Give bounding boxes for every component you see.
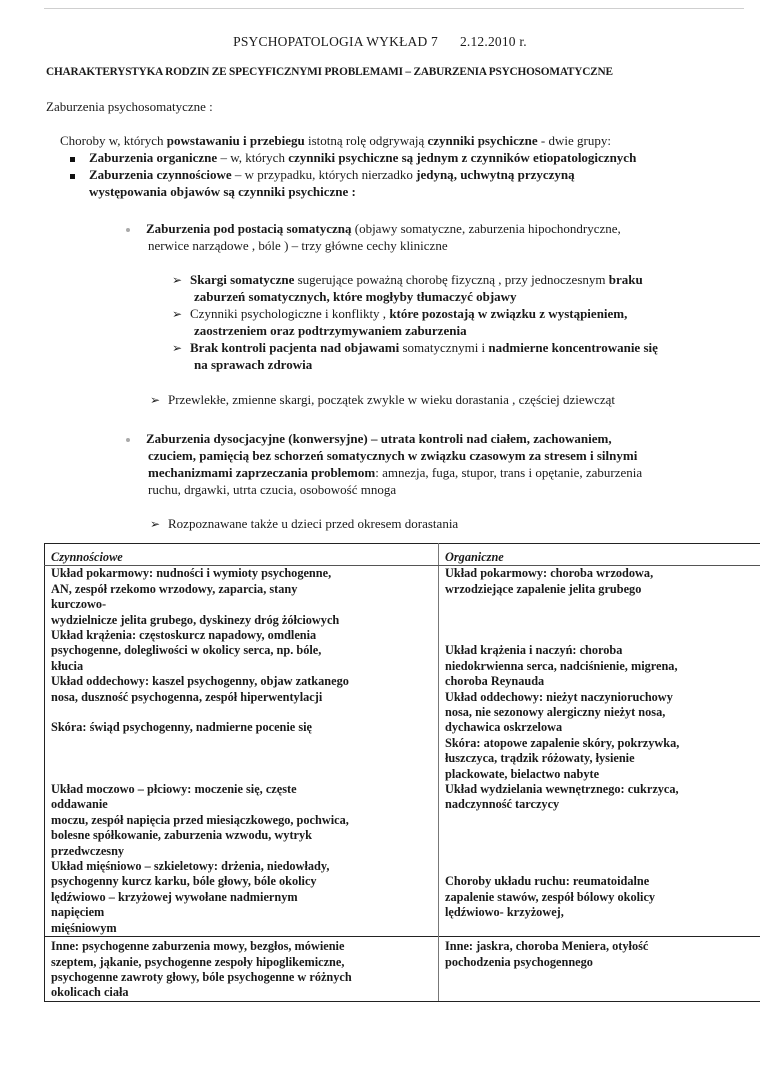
table-cell-line: nosa, nie sezonowy alergiczny nieżyt nosa, <box>445 705 666 720</box>
text-span: Zaburzenia pod postacią somatyczną <box>146 221 352 236</box>
table-cell-line: niedokrwienna serca, nadciśnienie, migrena, <box>445 658 678 673</box>
table-cell-line: Inne: jaskra, choroba Meniera, otyłość <box>445 939 649 954</box>
text-span: - dwie grupy: <box>537 133 611 148</box>
table-cell-line: psychogenne, dolegliwości w okolicy serca, np. bóle, <box>51 643 322 658</box>
table-cell-line <box>51 736 434 751</box>
table-cell-line: Układ pokarmowy: nudności i wymioty psychogenne, <box>51 566 332 581</box>
text-span: zaburzeń somatycznych, które mogłyby tłumaczyć objawy <box>194 289 517 304</box>
table-cell-line <box>445 613 758 628</box>
text-span: Choroby w, których <box>60 133 167 148</box>
table-header-row <box>45 544 760 566</box>
table-cell-line: psychogenny kurcz karku, bóle głowy, bóle okolicy <box>51 874 317 889</box>
functional-cell <box>45 566 439 937</box>
table-cell-line: okolicach ciała <box>51 985 129 1000</box>
table-cell-line: wydzielnicze jelita grubego, dyskinezy dróg żółciowych <box>51 612 340 627</box>
feature-3-cont <box>194 356 312 373</box>
table-cell-line: szeptem, jąkanie, psychogenne zespoły hipoglikemiczne, <box>51 954 345 969</box>
text-span: Zaburzenia czynnościowe <box>89 167 232 182</box>
arrow-bullet-icon: ➢ <box>150 517 161 531</box>
organic-other-cell <box>439 937 760 1002</box>
square-bullet-icon <box>70 157 75 162</box>
feature-2-cont <box>194 322 467 339</box>
text-span: Czynniki psychologiczne i konflikty , <box>190 306 390 321</box>
lecture-title: PSYCHOPATOLOGIA WYKŁAD 7 <box>233 34 438 49</box>
text-span: sugerujące poważną chorobę fizyczną , przy jednoczesnym <box>294 272 609 287</box>
dot-bullet-icon <box>126 438 130 442</box>
arrow-bullet-icon: ➢ <box>150 393 161 407</box>
text-span: Przewlekłe, zmienne skargi, początek zwykle w wieku dorastania , częściej dziewcząt <box>168 392 615 407</box>
table-cell-line: lędźwiowo – krzyżowej wywołane nadmiernym <box>51 889 298 904</box>
children-note <box>150 515 458 533</box>
table-cell-line: plackowate, bielactwo nabyte <box>445 766 600 781</box>
table-cell-line: mięśniowym <box>51 920 117 935</box>
functional-other-cell <box>45 937 439 1002</box>
text-span: powstawaniu i przebiegu <box>166 133 305 148</box>
text-span: Zaburzenia dysocjacyjne (konwersyjne) – utrata kontroli nad ciałem, zachowaniem, <box>146 431 612 446</box>
text-span: nadmierne koncentrowanie się <box>488 340 658 355</box>
text-span: na sprawach zdrowia <box>194 357 313 372</box>
dissociative-cont-3: ruchu, drgawki, utrta czucia, osobowość mnoga <box>148 482 397 497</box>
table-cell-line <box>445 828 758 843</box>
table-cell-line: napięciem <box>51 905 105 920</box>
text-span: somatycznymi i <box>399 340 489 355</box>
table-cell-line: kłucia <box>51 658 84 673</box>
bullet-functional <box>70 166 575 183</box>
feature-1 <box>172 271 643 289</box>
organic-cell <box>439 566 760 937</box>
table-cell-line <box>445 859 758 874</box>
dissociative-cont-2 <box>148 464 642 481</box>
header-organic: Organiczne <box>439 544 760 566</box>
table-cell-line: Układ oddechowy: kaszel psychogenny, objaw zatkanego <box>51 674 349 689</box>
table-cell-line <box>445 921 758 936</box>
dissociative-cont-1 <box>148 447 637 464</box>
table-cell-line: zapalenie stawów, zespół bólowy okolicy <box>445 889 656 904</box>
dissociative-bullet <box>126 430 612 447</box>
bullet-organic <box>70 149 636 166</box>
text-span: mechanizmami zaprzeczania problemom <box>148 465 376 480</box>
arrow-bullet-icon: ➢ <box>172 341 183 355</box>
header-functional: Czynnościowe <box>45 544 439 566</box>
arrow-bullet-icon: ➢ <box>172 307 183 321</box>
groups-line <box>60 132 611 149</box>
somatic-bullet <box>126 220 621 237</box>
feature-3 <box>172 339 658 357</box>
table-cell-line: Układ pokarmowy: choroba wrzodowa, <box>445 566 654 581</box>
text-span: czynniki psychiczne <box>427 133 538 148</box>
comparison-table <box>44 543 760 1002</box>
lecture-date: 2.12.2010 r. <box>459 34 527 49</box>
text-span: – w przypadku, których nierzadko <box>231 167 417 182</box>
square-bullet-icon <box>70 174 75 179</box>
table-cell-line <box>51 705 434 720</box>
text-span: , uchwytną przyczyną <box>453 167 575 182</box>
text-span: które pozostają w związku z wystąpieniem, <box>389 306 628 321</box>
table-cell-line: łuszczyca, trądzik różowaty, łysienie <box>445 751 635 766</box>
table-cell-line: choroba Reynauda <box>445 674 545 689</box>
table-cell-line: oddawanie <box>51 797 108 812</box>
table-cell-line: Układ krążenia: częstoskurcz napadowy, omdlenia <box>51 628 317 643</box>
text-span: Rozpoznawane także u dzieci przed okresem dorastania <box>168 516 459 531</box>
table-cell-line: Skóra: świąd psychogenny, nadmierne pocenie się <box>51 720 312 735</box>
top-rule <box>44 8 744 9</box>
table-cell-line: nosa, duszność psychogenna, zespół hiperwentylacji <box>51 689 323 704</box>
chronic-note <box>150 391 615 409</box>
text-span: braku <box>608 272 643 287</box>
table-cell-line: psychogenne zawroty głowy, bóle psychogenne w różnych <box>51 969 352 984</box>
feature-2 <box>172 305 627 323</box>
text-span: jedyną <box>416 167 454 182</box>
text-span: istotną rolę odgrywają <box>304 133 428 148</box>
page-header <box>0 34 760 50</box>
text-span: – w, których <box>217 150 289 165</box>
table-cell-line: dychawica oskrzelowa <box>445 720 563 735</box>
table-cell-line <box>445 844 758 859</box>
table-cell-line: Skóra: atopowe zapalenie skóry, pokrzywka, <box>445 735 680 750</box>
table-cell-line: moczu, zespół napięcia przed miesiączkowego, pochwica, <box>51 812 349 827</box>
text-span: Skargi somatyczne <box>190 272 295 287</box>
table-cell-line: lędźwiowo- krzyżowej, <box>445 905 564 920</box>
table-cell-line: Układ moczowo – płciowy: moczenie się, częste <box>51 782 297 797</box>
table-cell-line: Układ oddechowy: nieżyt naczynioruchowy <box>445 689 673 704</box>
table-cell-line: AN, zespół rzekomo wrzodowy, zaparcia, stany <box>51 581 298 596</box>
feature-1-cont <box>194 288 517 305</box>
table-cell-line: pochodzenia psychogennego <box>445 954 593 969</box>
table-row <box>45 566 760 937</box>
table-cell-line <box>445 628 758 643</box>
table-cell-line: bolesne spółkowanie, zaburzenia wzwodu, wytryk <box>51 828 312 843</box>
table-cell-line: kurczowo- <box>51 597 107 612</box>
text-span: Brak kontroli pacjenta nad objawami <box>190 340 400 355</box>
text-span: Zaburzenia organiczne <box>89 150 218 165</box>
somatic-cont: nerwice narządowe , bóle ) – trzy główne cechy kliniczne <box>148 238 448 253</box>
table-cell-line: Inne: psychogenne zaburzenia mowy, bezgłos, mówienie <box>51 939 345 954</box>
table-cell-line <box>445 597 758 612</box>
table-cell-line: Układ krążenia i naczyń: choroba <box>445 643 623 658</box>
table-cell-line: Układ wydzielania wewnętrznego: cukrzyca, <box>445 782 679 797</box>
table-cell-line: Układ mięśniowo – szkieletowy: drżenia, niedowłady, <box>51 859 330 874</box>
table-cell-line: Choroby układu ruchu: reumatoidalne <box>445 874 650 889</box>
table-cell-line: nadczynność tarczycy <box>445 797 560 812</box>
text-span: (objawy somatyczne, zaburzenia hipochondryczne, <box>351 221 621 236</box>
table-cell-line: wrzodziejące zapalenie jelita grubego <box>445 581 642 596</box>
table-cell-line <box>445 813 758 828</box>
section-title: CHARAKTERYSTYKA RODZIN ZE SPECYFICZNYMI PROBLEMAMI – ZABURZENIA PSYCHOSOMATYCZNE <box>46 66 613 78</box>
text-span: czuciem, pamięcią bez schorzeń somatycznych w związku czasowym za stresem i silnymi <box>148 448 638 463</box>
intro-text: Zaburzenia psychosomatyczne : <box>46 99 213 114</box>
table-cell-line: przedwczesny <box>51 843 125 858</box>
dot-bullet-icon <box>126 228 130 232</box>
text-span: zaostrzeniem oraz podtrzymywaniem zaburzenia <box>194 323 467 338</box>
table-cell-line <box>51 767 434 782</box>
bullet-functional-cont <box>89 183 356 200</box>
text-span: występowania objawów są czynniki psychiczne : <box>89 184 356 199</box>
arrow-bullet-icon: ➢ <box>172 273 183 287</box>
table-cell-line <box>51 751 434 766</box>
text-span: czynniki psychiczne są jednym z czynników etiopatologicznych <box>288 150 637 165</box>
text-span: : amnezja, fuga, stupor, trans i opętanie, zaburzenia <box>375 465 643 480</box>
table-row <box>45 937 760 1002</box>
